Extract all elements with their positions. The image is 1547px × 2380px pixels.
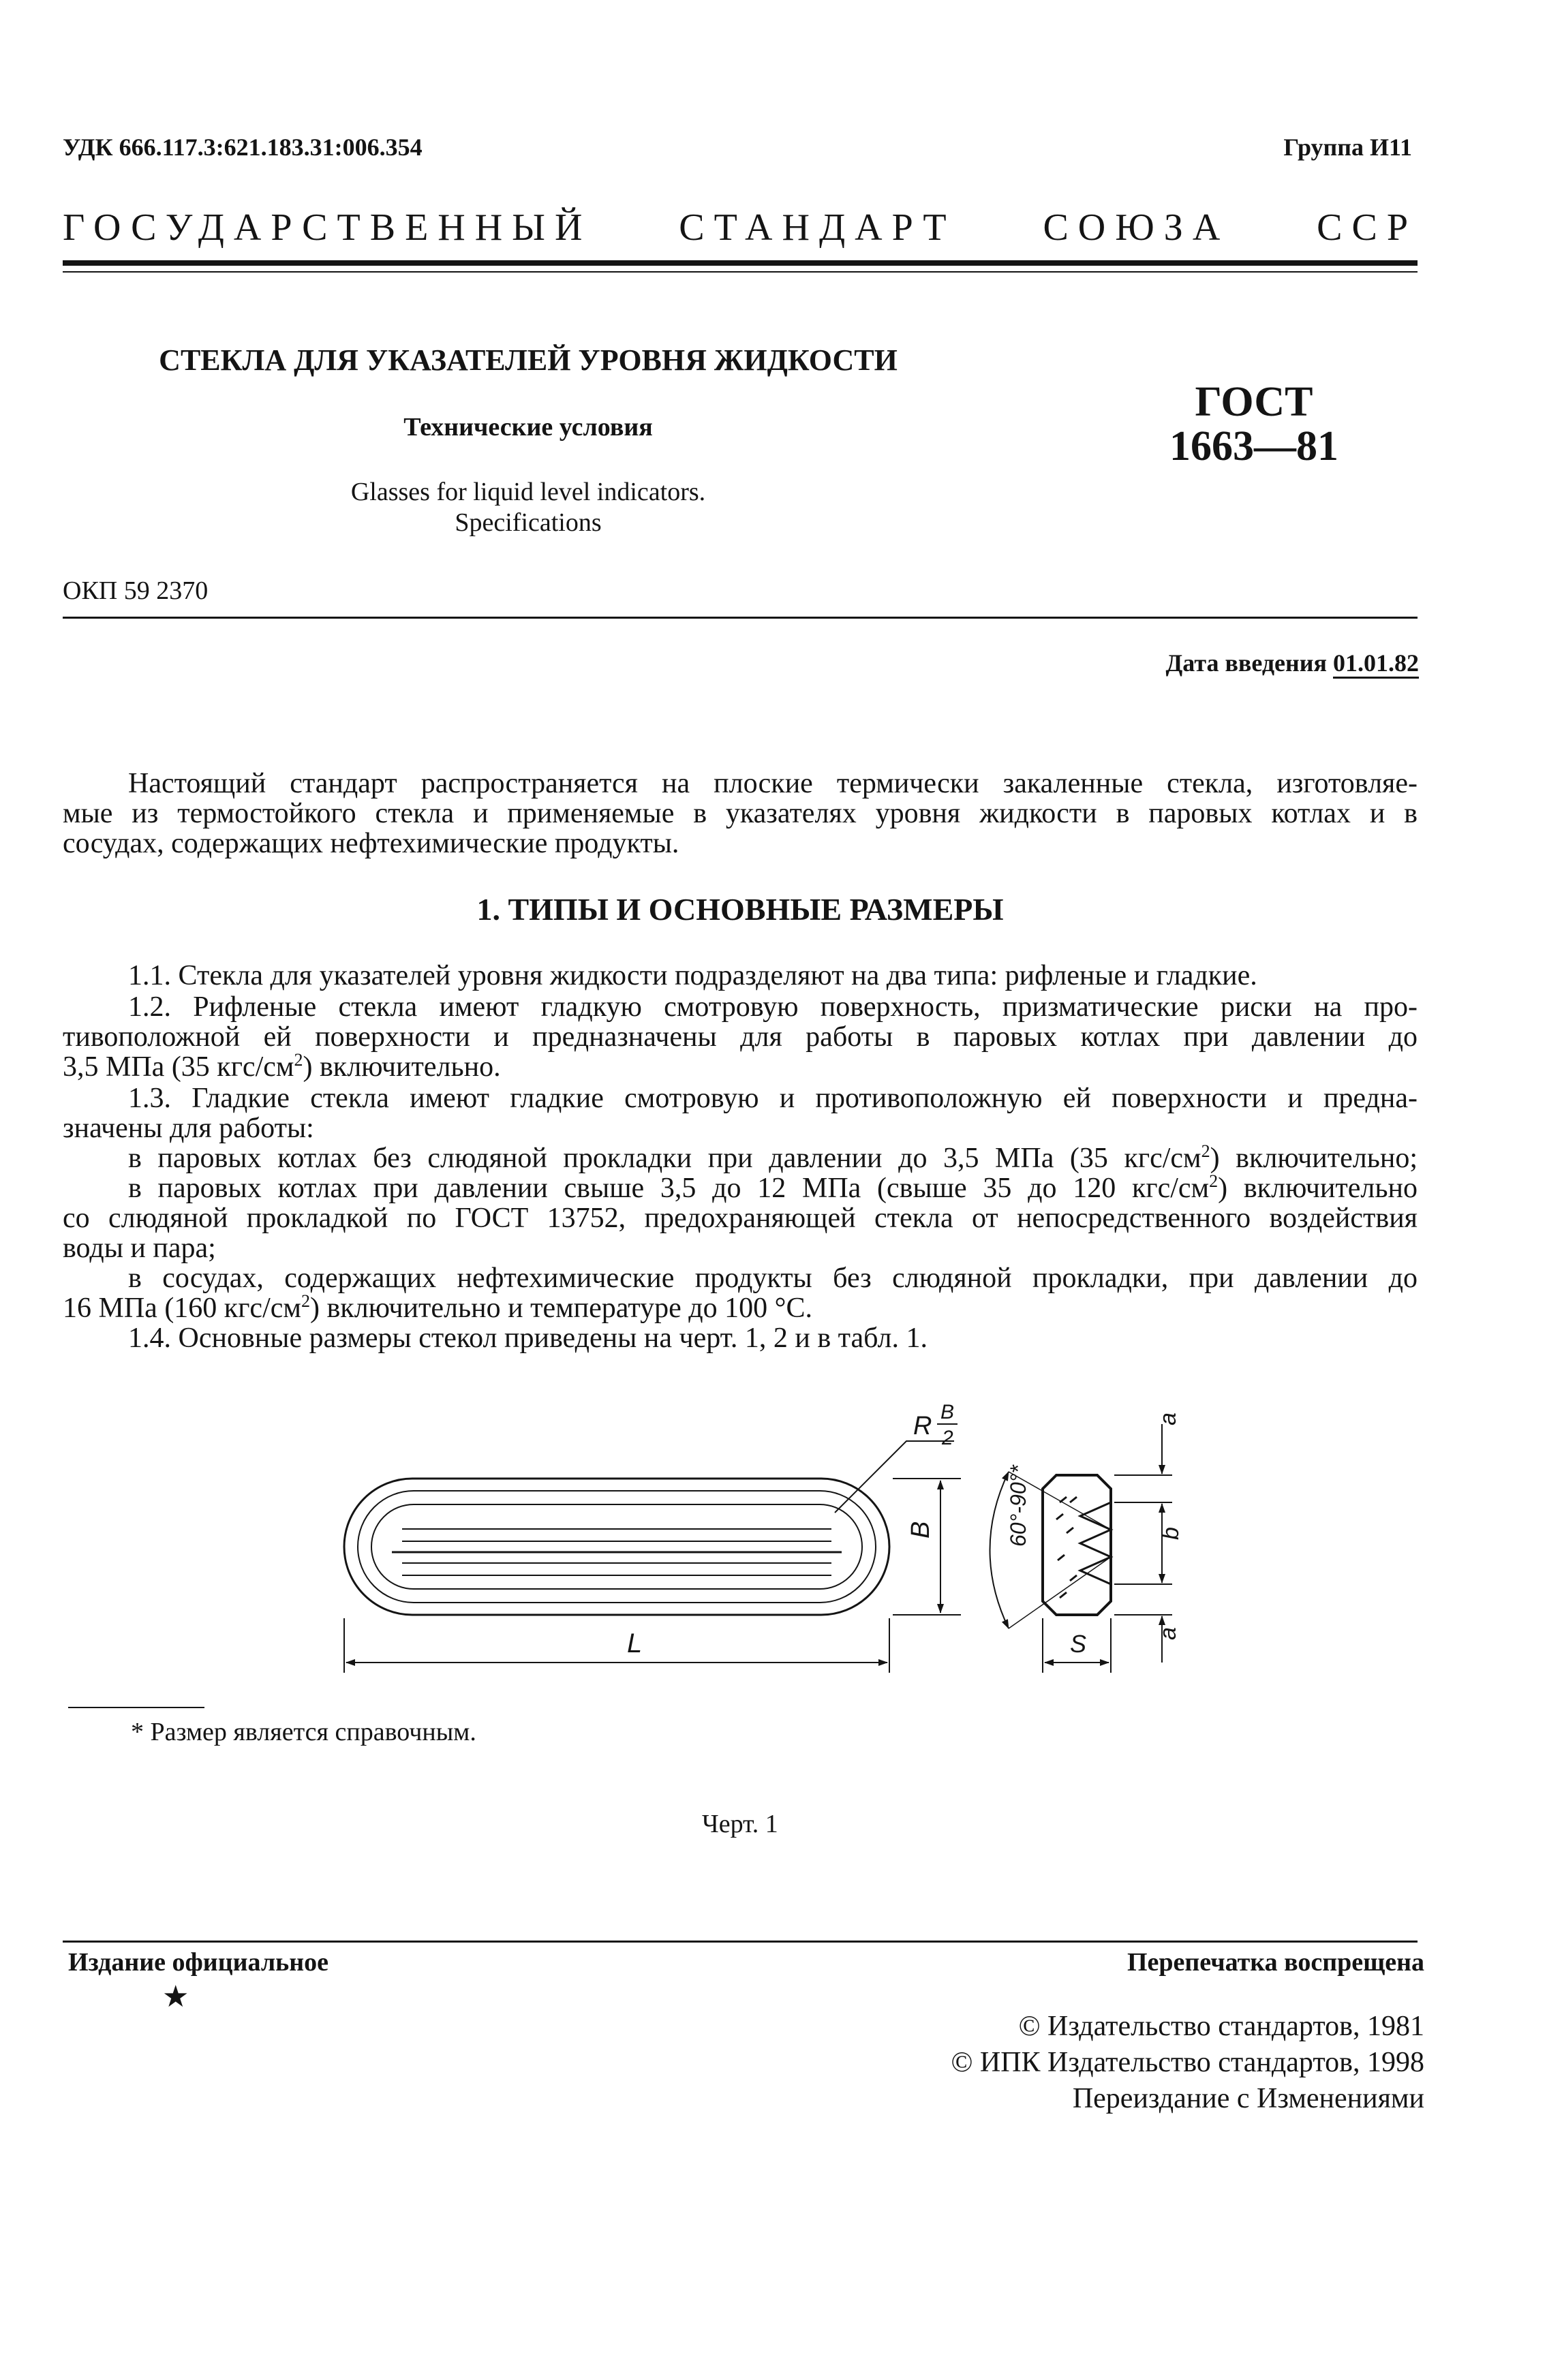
figure-caption: Черт. 1 <box>702 1810 778 1838</box>
clause-text: ) включительно; <box>1210 1143 1418 1174</box>
gost-label: ГОСТ <box>1195 379 1313 425</box>
english-title-line1: Glasses for liquid level indicators. <box>350 478 706 506</box>
clause-line: 1.3. Гладкие стекла имеют гладкие смотровую и противоположную ей поверхности и предна- <box>128 1083 1418 1114</box>
clause-text: в паровых котлах без слюдяной прокладки при давлении до 3,5 МПа (35 кгс/см <box>128 1143 1201 1174</box>
udk-code: УДК 666.117.3:621.183.31:006.354 <box>63 134 423 161</box>
clause-line <box>63 1143 1418 1173</box>
label-angle: 60°-90°* <box>1006 1465 1030 1547</box>
intro-date-value: 01.01.82 <box>1333 649 1419 677</box>
intro-paragraph <box>63 769 1418 859</box>
gost-number: 1663—81 <box>1169 423 1338 469</box>
clause-line: тивоположной ей поверхности и предназначены для работы в паровых котлах при давлении до <box>63 1021 1418 1053</box>
header-rule-thin <box>63 271 1418 273</box>
clause-line <box>63 1173 1418 1203</box>
clause-text: ) включительно и температуре до 100 °С. <box>309 1293 812 1324</box>
title-rule <box>63 617 1418 619</box>
clause-text: в паровых котлах при давлении свыше 3,5 до 12 МПа (свыше 35 до 120 кгс/см <box>128 1173 1210 1204</box>
english-title-line2: Specifications <box>455 508 602 537</box>
label-r: R <box>913 1412 932 1440</box>
clause-text: ) включительно. <box>303 1051 501 1083</box>
label-l: L <box>627 1628 643 1658</box>
intro-line: Настоящий стандарт распространяется на плоские термически закаленные стекла, изготовляе- <box>128 768 1418 799</box>
label-a-top: a <box>1155 1412 1181 1425</box>
label-b: B <box>906 1521 935 1539</box>
clause-line: 1.2. Рифленые стекла имеют гладкую смотровую поверхность, призматические риски на про- <box>128 991 1418 1023</box>
footer-rule <box>63 1941 1418 1943</box>
clause-line: значены для работы: <box>63 1113 314 1144</box>
front-view <box>344 1441 961 1673</box>
document-title: СТЕКЛА ДЛЯ УКАЗАТЕЛЕЙ УРОВНЯ ЖИДКОСТИ <box>159 343 898 377</box>
clause-1-3 <box>63 1083 1418 1353</box>
reprint-notice: Перепечатка воспрещена <box>1127 1948 1424 1977</box>
official-edition: Издание официальное <box>68 1948 329 1977</box>
clause-line: 1.4. Основные размеры стекол приведены на черт. 1, 2 и в табл. 1. <box>128 1323 928 1354</box>
label-b-side: b <box>1158 1527 1184 1540</box>
publisher-line: © Издательство стандартов, 1981 <box>1018 2011 1424 2042</box>
group-code: Группа И11 <box>1283 134 1412 161</box>
clause-text: 16 МПа (160 кгс/см <box>63 1293 301 1324</box>
intro-line: мые из термостойкого стекла и применяемые в указателях уровня жидкости в паровых котлах и в <box>63 798 1418 829</box>
superscript: 2 <box>1209 1171 1219 1191</box>
intro-date <box>1166 649 1420 677</box>
label-b2-den: 2 <box>942 1427 953 1449</box>
footnote: * Размер является справочным. <box>131 1718 476 1746</box>
superscript: 2 <box>1201 1141 1210 1161</box>
clause-line <box>63 1052 1418 1082</box>
intro-date-label: Дата введения <box>1165 649 1327 677</box>
state-standard-heading: ГОСУДАРСТВЕННЫЙ СТАНДАРТ СОЮЗА ССР <box>63 206 1418 249</box>
label-s: S <box>1070 1630 1087 1658</box>
clause-line: воды и пара; <box>63 1233 216 1264</box>
clause-text: 3,5 МПа (35 кгс/см <box>63 1051 294 1083</box>
superscript: 2 <box>294 1050 303 1070</box>
clause-line: в сосудах, содержащих нефтехимические продукты без слюдяной прокладки, при давлении до <box>128 1263 1418 1294</box>
okp-code: ОКП 59 2370 <box>63 576 209 605</box>
glass-drawing <box>327 1383 1186 1703</box>
label-b2-num: B <box>940 1401 955 1423</box>
clause-1-2 <box>63 992 1418 1082</box>
publisher-line: Переиздание с Изменениями <box>1072 2083 1424 2114</box>
section-heading: 1. ТИПЫ И ОСНОВНЫЕ РАЗМЕРЫ <box>476 892 1004 927</box>
header-rule-thick <box>63 260 1418 266</box>
label-a-bottom: a <box>1155 1627 1181 1640</box>
star-icon: ★ <box>162 1980 189 2013</box>
clause-text: ) включительно <box>1218 1173 1418 1204</box>
clause-line: 1.1. Стекла для указателей уровня жидкости подразделяют на два типа: рифленые и гладкие. <box>128 960 1257 991</box>
clause-line: со слюдяной прокладкой по ГОСТ 13752, предохраняющей стекла от непосредственного воздействия <box>63 1203 1418 1234</box>
intro-line: сосудах, содержащих нефтехимические продукты. <box>63 828 679 859</box>
superscript: 2 <box>301 1291 310 1311</box>
footnote-rule <box>68 1707 204 1708</box>
publisher-line: © ИПК Издательство стандартов, 1998 <box>951 2047 1424 2078</box>
clause-1-1 <box>63 961 1418 991</box>
document-subtitle: Технические условия <box>403 413 653 442</box>
clause-line <box>63 1293 1418 1323</box>
